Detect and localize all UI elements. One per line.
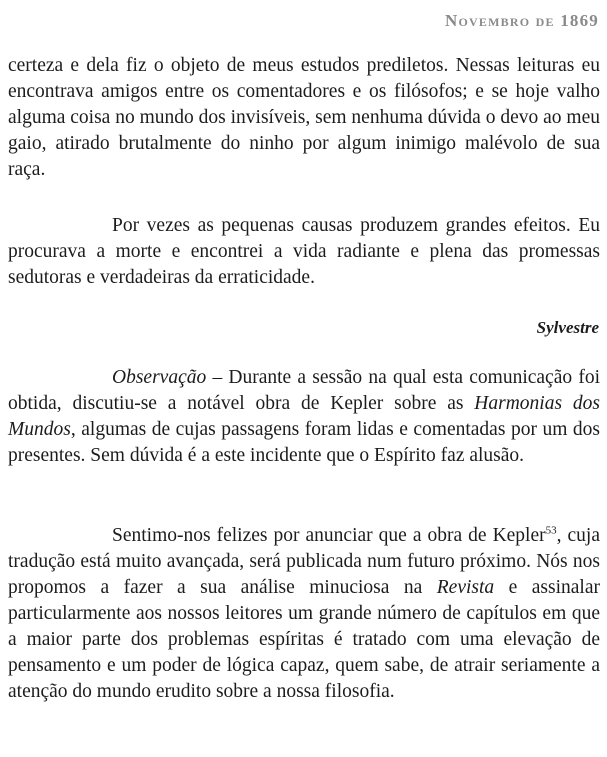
announcement-text-1: Sentimo-nos felizes por anunciar que a obra de Kepler: [112, 525, 546, 546]
observation-label: Observação: [112, 367, 207, 388]
journal-title: Revista: [436, 577, 495, 598]
paragraph-1: certeza e dela fiz o objeto de meus estudos prediletos. Nessas leituras eu encontrava amigos entre os comentadores e os filósofos; e se hoje valho alguma coisa no mundo dos invisíveis, sem nenhuma dúvida o devo ao meu gaio, atirado brutalmente do ninho por algum inimigo malévolo de sua raça.: [8, 55, 600, 180]
running-header: Novembro de 1869: [445, 11, 599, 30]
observation-text-1: – Durante a sessão na qual esta comunicação foi obtida, discutiu-se a notável obra de Kepler sobre as: [8, 367, 600, 414]
signature: Sylvestre: [536, 318, 599, 337]
paragraph-announcement: [8, 523, 600, 705]
announcement-text-3: e assinalar particularmente aos nossos leitores um grande número de capítulos em que a maior parte dos problemas espíritas é tratado com uma elevação de pensamento e um poder de lógica capaz, quem sabe, de atrair seriamente a atenção do mundo erudito sobre a nossa filosofia.: [8, 577, 600, 702]
footnote-reference[interactable]: 53: [545, 524, 557, 537]
paragraph-observation: [8, 365, 600, 469]
announcement-text-2: , cuja tradução está muito avançada, será publicada num futuro próximo. Nós nos propomos a fazer a sua análise minuciosa na: [8, 525, 600, 598]
observation-text-2: , algumas de cujas passagens foram lidas e comentadas por um dos presentes. Sem dúvida é a este incidente que o Espírito faz alusão.: [8, 419, 600, 466]
paragraph-2: Por vezes as pequenas causas produzem grandes efeitos. Eu procurava a morte e encontrei a vida radiante e plena das promessas sedutoras e verdadeiras da erraticidade.: [8, 215, 600, 288]
work-title: Harmonias dos Mundos: [8, 393, 600, 440]
